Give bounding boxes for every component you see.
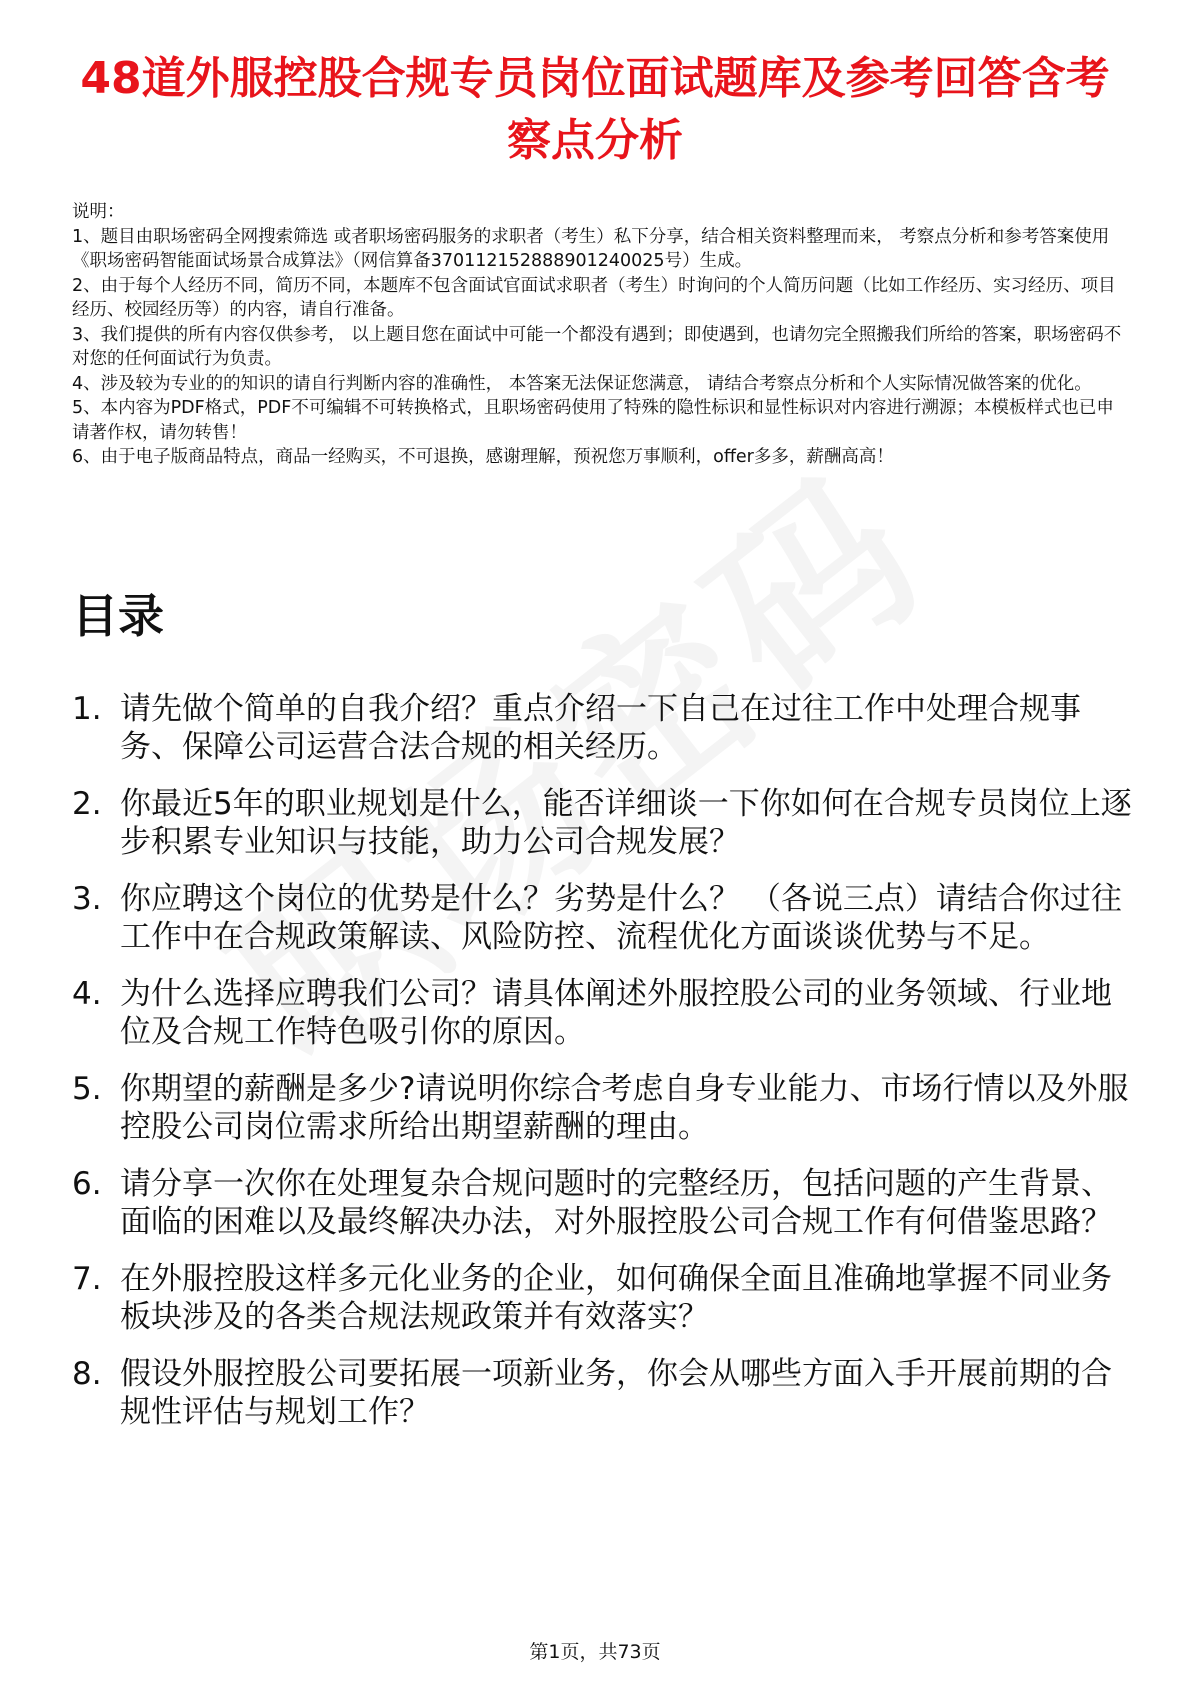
document-title: 48道外服控股合规专员岗位面试题库及参考回答含考察点分析 — [80, 53, 1110, 166]
note-item: 3、我们提供的所有内容仅供参考， 以上题目您在面试中可能一个都没有遇到；即使遇到，也请勿完全照搬我们所给的答案，职场密码不对您的任何面试行为负责。 — [72, 324, 1122, 369]
question-number: 8. — [72, 1356, 102, 1392]
question-number: 2. — [72, 786, 102, 822]
question-number: 4. — [72, 976, 102, 1012]
question-text: 你应聘这个岗位的优势是什么？劣势是什么？ （各说三点）请结合你过往工作中在合规政策解读、风险防控、流程优化方面谈谈优势与不足。 — [120, 881, 1122, 955]
question-item[interactable] — [72, 880, 1132, 956]
question-item[interactable] — [72, 1260, 1132, 1336]
question-item[interactable] — [72, 1355, 1132, 1431]
question-item[interactable] — [72, 690, 1132, 766]
question-number: 3. — [72, 881, 102, 917]
question-number: 1. — [72, 691, 102, 727]
note-item: 1、题目由职场密码全网搜索筛选 或者职场密码服务的求职者（考生）私下分享，结合相关资料整理而来， 考察点分析和参考答案使用《职场密码智能面试场景合成算法》（网信算备370112152888901240025号）生成。 — [72, 226, 1110, 271]
notes-section — [72, 200, 1122, 470]
question-text: 请分享一次你在处理复杂合规问题时的完整经历，包括问题的产生背景、面临的困难以及最终解决办法，对外服控股公司合规工作有何借鉴思路？ — [120, 1166, 1112, 1240]
question-item[interactable] — [72, 1165, 1132, 1241]
question-text: 为什么选择应聘我们公司？请具体阐述外服控股公司的业务领域、行业地位及合规工作特色吸引你的原因。 — [120, 976, 1112, 1050]
notes-heading: 说明： — [72, 202, 125, 222]
question-item[interactable] — [72, 785, 1132, 861]
page-footer: 第1页，共73页 — [529, 1641, 661, 1663]
question-text: 假设外服控股公司要拓展一项新业务，你会从哪些方面入手开展前期的合规性评估与规划工作？ — [120, 1356, 1112, 1430]
question-item[interactable] — [72, 1070, 1132, 1146]
question-list — [72, 690, 1132, 1450]
note-item: 2、由于每个人经历不同，简历不同，本题库不包含面试官面试求职者（考生）时询问的个人简历问题（比如工作经历、实习经历、项目经历、校园经历等）的内容，请自行准备。 — [72, 275, 1116, 320]
question-number: 5. — [72, 1071, 102, 1107]
note-item: 5、本内容为PDF格式，PDF不可编辑不可转换格式，且职场密码使用了特殊的隐性标识和显性标识对内容进行溯源；本模板样式也已申请著作权，请勿转售！ — [72, 398, 1114, 443]
toc-heading: 目录 — [72, 589, 164, 643]
question-text: 你最近5年的职业规划是什么，能否详细谈一下你如何在合规专员岗位上逐步积累专业知识与技能，助力公司合规发展？ — [120, 786, 1132, 860]
note-item: 4、涉及较为专业的的知识的请自行判断内容的准确性， 本答案无法保证您满意， 请结合考察点分析和个人实际情况做答案的优化。 — [72, 373, 1092, 394]
note-item: 6、由于电子版商品特点，商品一经购买，不可退换，感谢理解，预祝您万事顺利，offer多多，薪酬高高！ — [72, 447, 894, 467]
question-text: 请先做个简单的自我介绍？重点介绍一下自己在过往工作中处理合规事务、保障公司运营合法合规的相关经历。 — [120, 691, 1081, 765]
question-number: 7. — [72, 1261, 102, 1297]
question-number: 6. — [72, 1166, 102, 1202]
question-text: 你期望的薪酬是多少?请说明你综合考虑自身专业能力、市场行情以及外服控股公司岗位需求所给出期望薪酬的理由。 — [120, 1071, 1129, 1145]
question-item[interactable] — [72, 975, 1132, 1051]
question-text: 在外服控股这样多元化业务的企业，如何确保全面且准确地掌握不同业务板块涉及的各类合规法规政策并有效落实？ — [120, 1261, 1112, 1335]
